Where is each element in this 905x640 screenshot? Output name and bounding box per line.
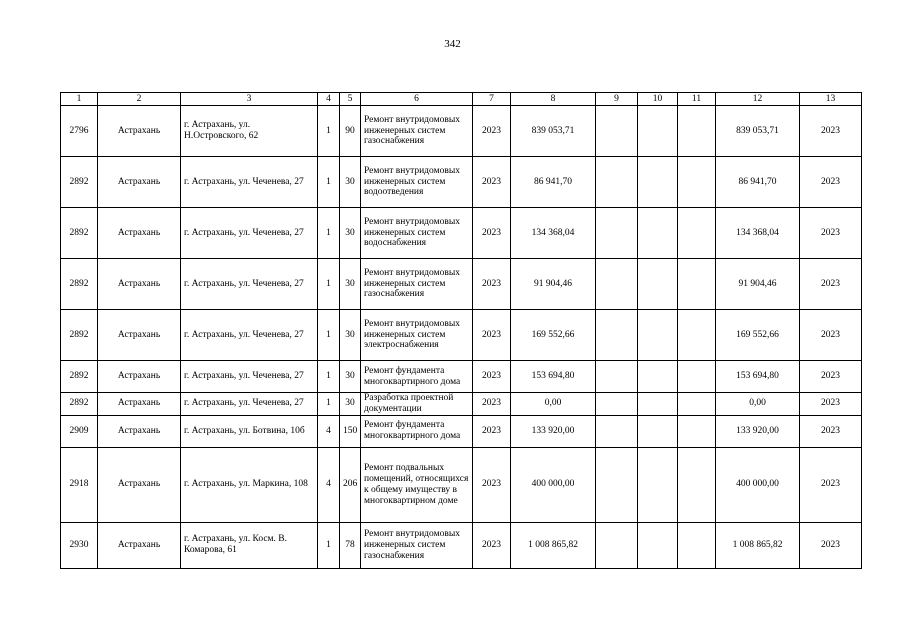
column-header: 9: [596, 93, 638, 106]
cell-col10: [638, 361, 678, 393]
column-header: 13: [800, 93, 862, 106]
cell-address: г. Астрахань, ул. Косм. В. Комарова, 61: [181, 522, 318, 568]
column-header: 10: [638, 93, 678, 106]
cell-floors: 4: [318, 415, 340, 447]
cell-col11: [678, 157, 716, 208]
cell-completion-year: 2023: [800, 415, 862, 447]
cell-id: 2892: [61, 393, 98, 416]
cell-total-cost: 153 694,80: [511, 361, 596, 393]
cell-fund-cost: 134 368,04: [716, 208, 800, 259]
cell-fund-cost: 86 941,70: [716, 157, 800, 208]
table-row: [61, 157, 862, 208]
cell-col10: [638, 157, 678, 208]
cell-completion-year: 2023: [800, 310, 862, 361]
cell-id: 2918: [61, 447, 98, 522]
cell-col11: [678, 310, 716, 361]
table-row: [61, 522, 862, 568]
cell-year: 2023: [473, 310, 511, 361]
cell-col10: [638, 447, 678, 522]
cell-completion-year: 2023: [800, 259, 862, 310]
cell-municipality: Астрахань: [98, 522, 181, 568]
cell-year: 2023: [473, 522, 511, 568]
cell-year: 2023: [473, 447, 511, 522]
cell-col10: [638, 259, 678, 310]
cell-total-cost: 86 941,70: [511, 157, 596, 208]
cell-year: 2023: [473, 208, 511, 259]
cell-work-type: Ремонт подвальных помещений, относящихся к общему имуществу в многоквартирном доме: [361, 447, 473, 522]
capital-repair-table: [60, 92, 862, 569]
cell-floors: 1: [318, 106, 340, 157]
cell-fund-cost: 0,00: [716, 393, 800, 416]
cell-fund-cost: 169 552,66: [716, 310, 800, 361]
header-row: [61, 93, 862, 106]
cell-floors: 4: [318, 447, 340, 522]
cell-completion-year: 2023: [800, 157, 862, 208]
cell-col9: [596, 106, 638, 157]
cell-completion-year: 2023: [800, 522, 862, 568]
cell-work-type: Ремонт внутридомовых инженерных систем газоснабжения: [361, 259, 473, 310]
cell-col9: [596, 415, 638, 447]
column-header: 12: [716, 93, 800, 106]
table-body: [61, 106, 862, 569]
table-row: [61, 106, 862, 157]
cell-total-cost: 839 053,71: [511, 106, 596, 157]
cell-col9: [596, 361, 638, 393]
cell-address: г. Астрахань, ул. Н.Островского, 62: [181, 106, 318, 157]
column-header: 1: [61, 93, 98, 106]
column-header: 2: [98, 93, 181, 106]
cell-total-cost: 91 904,46: [511, 259, 596, 310]
cell-total-cost: 169 552,66: [511, 310, 596, 361]
cell-total-cost: 1 008 865,82: [511, 522, 596, 568]
cell-apartments: 90: [340, 106, 361, 157]
cell-col9: [596, 208, 638, 259]
cell-floors: 1: [318, 361, 340, 393]
cell-municipality: Астрахань: [98, 157, 181, 208]
cell-col11: [678, 393, 716, 416]
cell-year: 2023: [473, 157, 511, 208]
cell-work-type: Ремонт внутридомовых инженерных систем водоотведения: [361, 157, 473, 208]
cell-fund-cost: 133 920,00: [716, 415, 800, 447]
cell-work-type: Ремонт фундамента многоквартирного дома: [361, 415, 473, 447]
column-header: 11: [678, 93, 716, 106]
column-header: 3: [181, 93, 318, 106]
page-number: 342: [444, 38, 461, 50]
cell-col9: [596, 157, 638, 208]
cell-completion-year: 2023: [800, 393, 862, 416]
column-header: 5: [340, 93, 361, 106]
cell-id: 2892: [61, 259, 98, 310]
cell-apartments: 206: [340, 447, 361, 522]
cell-completion-year: 2023: [800, 361, 862, 393]
cell-work-type: Ремонт фундамента многоквартирного дома: [361, 361, 473, 393]
cell-col11: [678, 106, 716, 157]
cell-id: 2892: [61, 310, 98, 361]
cell-address: г. Астрахань, ул. Чеченева, 27: [181, 157, 318, 208]
cell-col11: [678, 415, 716, 447]
table-row: [61, 361, 862, 393]
cell-year: 2023: [473, 106, 511, 157]
cell-municipality: Астрахань: [98, 447, 181, 522]
cell-fund-cost: 1 008 865,82: [716, 522, 800, 568]
cell-floors: 1: [318, 393, 340, 416]
cell-work-type: Ремонт внутридомовых инженерных систем газоснабжения: [361, 106, 473, 157]
cell-municipality: Астрахань: [98, 393, 181, 416]
cell-id: 2909: [61, 415, 98, 447]
column-header: 8: [511, 93, 596, 106]
table-row: [61, 310, 862, 361]
cell-col10: [638, 415, 678, 447]
cell-total-cost: 0,00: [511, 393, 596, 416]
cell-fund-cost: 91 904,46: [716, 259, 800, 310]
cell-id: 2796: [61, 106, 98, 157]
cell-fund-cost: 153 694,80: [716, 361, 800, 393]
cell-col9: [596, 447, 638, 522]
cell-apartments: 30: [340, 208, 361, 259]
cell-total-cost: 133 920,00: [511, 415, 596, 447]
cell-col9: [596, 522, 638, 568]
cell-year: 2023: [473, 361, 511, 393]
cell-col10: [638, 393, 678, 416]
cell-col11: [678, 361, 716, 393]
cell-total-cost: 400 000,00: [511, 447, 596, 522]
cell-municipality: Астрахань: [98, 361, 181, 393]
cell-id: 2892: [61, 361, 98, 393]
column-header: 6: [361, 93, 473, 106]
table-row: [61, 208, 862, 259]
cell-address: г. Астрахань, ул. Чеченева, 27: [181, 361, 318, 393]
cell-apartments: 30: [340, 259, 361, 310]
cell-year: 2023: [473, 393, 511, 416]
cell-year: 2023: [473, 259, 511, 310]
cell-municipality: Астрахань: [98, 259, 181, 310]
cell-id: 2892: [61, 157, 98, 208]
cell-col10: [638, 208, 678, 259]
cell-col10: [638, 310, 678, 361]
cell-col9: [596, 393, 638, 416]
cell-address: г. Астрахань, ул. Чеченева, 27: [181, 208, 318, 259]
cell-municipality: Астрахань: [98, 310, 181, 361]
cell-id: 2892: [61, 208, 98, 259]
cell-col11: [678, 447, 716, 522]
cell-work-type: Разработка проектной документации: [361, 393, 473, 416]
cell-apartments: 78: [340, 522, 361, 568]
cell-apartments: 30: [340, 157, 361, 208]
cell-apartments: 150: [340, 415, 361, 447]
cell-floors: 1: [318, 157, 340, 208]
cell-address: г. Астрахань, ул. Ботвина, 10б: [181, 415, 318, 447]
column-header: 7: [473, 93, 511, 106]
cell-col11: [678, 208, 716, 259]
cell-col11: [678, 259, 716, 310]
cell-floors: 1: [318, 208, 340, 259]
cell-col10: [638, 106, 678, 157]
cell-completion-year: 2023: [800, 208, 862, 259]
cell-col9: [596, 259, 638, 310]
cell-col10: [638, 522, 678, 568]
cell-col9: [596, 310, 638, 361]
cell-id: 2930: [61, 522, 98, 568]
cell-floors: 1: [318, 310, 340, 361]
cell-total-cost: 134 368,04: [511, 208, 596, 259]
cell-address: г. Астрахань, ул. Чеченева, 27: [181, 259, 318, 310]
table-row: [61, 259, 862, 310]
cell-floors: 1: [318, 259, 340, 310]
cell-year: 2023: [473, 415, 511, 447]
table-row: [61, 415, 862, 447]
cell-apartments: 30: [340, 393, 361, 416]
cell-fund-cost: 400 000,00: [716, 447, 800, 522]
table-row: [61, 447, 862, 522]
cell-completion-year: 2023: [800, 447, 862, 522]
cell-floors: 1: [318, 522, 340, 568]
cell-municipality: Астрахань: [98, 208, 181, 259]
cell-fund-cost: 839 053,71: [716, 106, 800, 157]
cell-completion-year: 2023: [800, 106, 862, 157]
cell-work-type: Ремонт внутридомовых инженерных систем электроснабжения: [361, 310, 473, 361]
cell-work-type: Ремонт внутридомовых инженерных систем водоснабжения: [361, 208, 473, 259]
cell-col11: [678, 522, 716, 568]
cell-municipality: Астрахань: [98, 415, 181, 447]
cell-municipality: Астрахань: [98, 106, 181, 157]
cell-address: г. Астрахань, ул. Маркина, 108: [181, 447, 318, 522]
cell-address: г. Астрахань, ул. Чеченева, 27: [181, 393, 318, 416]
table-row: [61, 393, 862, 416]
cell-work-type: Ремонт внутридомовых инженерных систем газоснабжения: [361, 522, 473, 568]
column-header: 4: [318, 93, 340, 106]
cell-apartments: 30: [340, 361, 361, 393]
cell-address: г. Астрахань, ул. Чеченева, 27: [181, 310, 318, 361]
cell-apartments: 30: [340, 310, 361, 361]
